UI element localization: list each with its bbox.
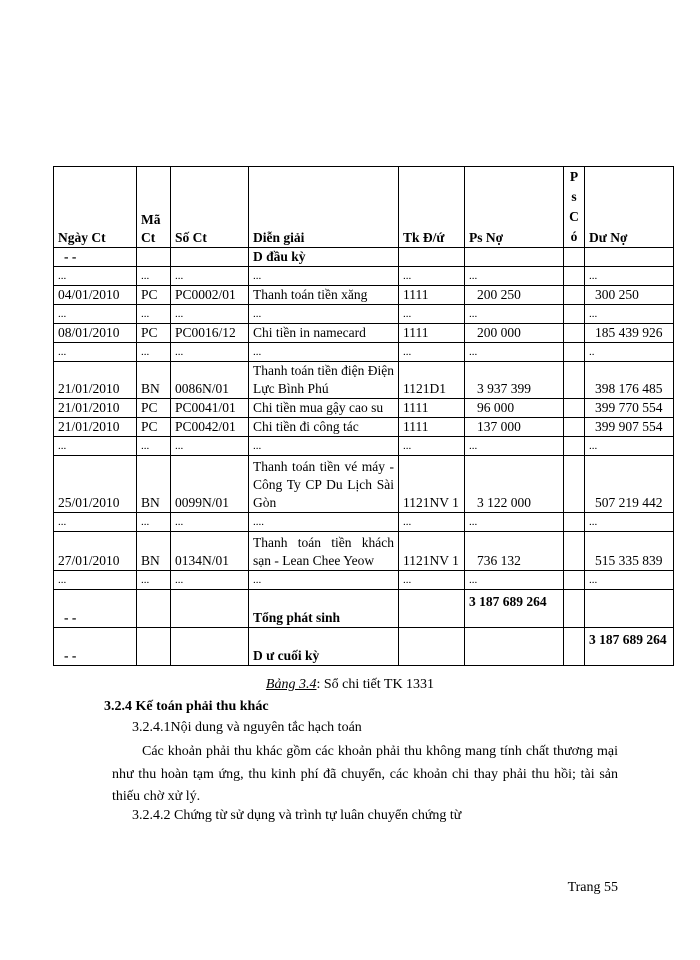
ellipsis-row: ... ... ... .... ... ... ...: [54, 513, 674, 532]
table-row: 21/01/2010 PC PC0042/01 Chi tiền đi công tác 1111 137 000 399 907 554: [54, 418, 674, 437]
header-row: [54, 167, 674, 248]
ledger-table: [53, 166, 674, 666]
header-code: Mã Ct: [137, 167, 171, 248]
header-date: Ngày Ct: [54, 167, 137, 248]
ellipsis-row: ... ... ... ... ... ... ...: [54, 305, 674, 324]
body-paragraph: Các khoản phải thu khác gồm các khoản phải thu không mang tính chất thương mại như thu hoàn tạm ứng, thu kinh phí đã chuyển, các khoản chi thay phải thu hồi; tài sản thiếu chờ xử lý.: [112, 744, 618, 804]
header-balance: Dư Nợ: [585, 167, 674, 248]
table-row: 08/01/2010 PC PC0016/12 Chi tiền in namecard 1111 200 000 185 439 926: [54, 324, 674, 343]
table-caption: Bảng 3.4: Sổ chi tiết TK 1331: [265, 677, 435, 692]
table-row: 04/01/2010 PC PC0002/01 Thanh toán tiền xăng 1111 200 250 300 250: [54, 286, 674, 305]
header-number: Số Ct: [171, 167, 249, 248]
table-row: 27/01/2010 BN 0134N/01 Thanh toán tiền khách sạn - Lean Chee Yeow 1121NV 1 736 132 515 335 839: [54, 532, 674, 571]
total-row: - - Tổng phát sinh 3 187 689 264: [54, 590, 674, 628]
ellipsis-row: ... ... ... ... ... ... ...: [54, 267, 674, 286]
table-row: 21/01/2010 PC PC0041/01 Chi tiền mua gậy cao su 1111 96 000 399 770 554: [54, 399, 674, 418]
section-heading: 3.2.4 Kế toán phải thu khác: [104, 699, 269, 714]
header-debit: Ps Nợ: [465, 167, 564, 248]
table-row: 25/01/2010 BN 0099N/01 Thanh toán tiền vé máy - Công Ty CP Du Lịch Sài Gòn 1121NV 1 3 122 000 507 219 442: [54, 456, 674, 513]
header-account: Tk Đ/ứ: [399, 167, 465, 248]
ellipsis-row: ... ... ... ... ... ... ..: [54, 343, 674, 362]
ellipsis-row: ... ... ... ... ... ... ...: [54, 571, 674, 590]
table-row: 21/01/2010 BN 0086N/01 Thanh toán tiền điện Điện Lực Bình Phú 1121D1 3 937 399 398 176 485: [54, 362, 674, 399]
ellipsis-row: ... ... ... ... ... ... ...: [54, 437, 674, 456]
page-number: Trang 55: [567, 880, 618, 895]
header-description: Diễn giải: [249, 167, 399, 248]
subsection-heading-1: 3.2.4.1Nội dung và nguyên tắc hạch toán: [132, 720, 362, 735]
closing-row: - - D ư cuối kỳ 3 187 689 264: [54, 628, 674, 666]
subsection-heading-2: 3.2.4.2 Chứng từ sử dụng và trình tự luân chuyển chứng từ: [132, 808, 462, 823]
header-credit: P s C ó: [564, 167, 585, 248]
opening-row: - - D đầu kỳ: [54, 248, 674, 267]
